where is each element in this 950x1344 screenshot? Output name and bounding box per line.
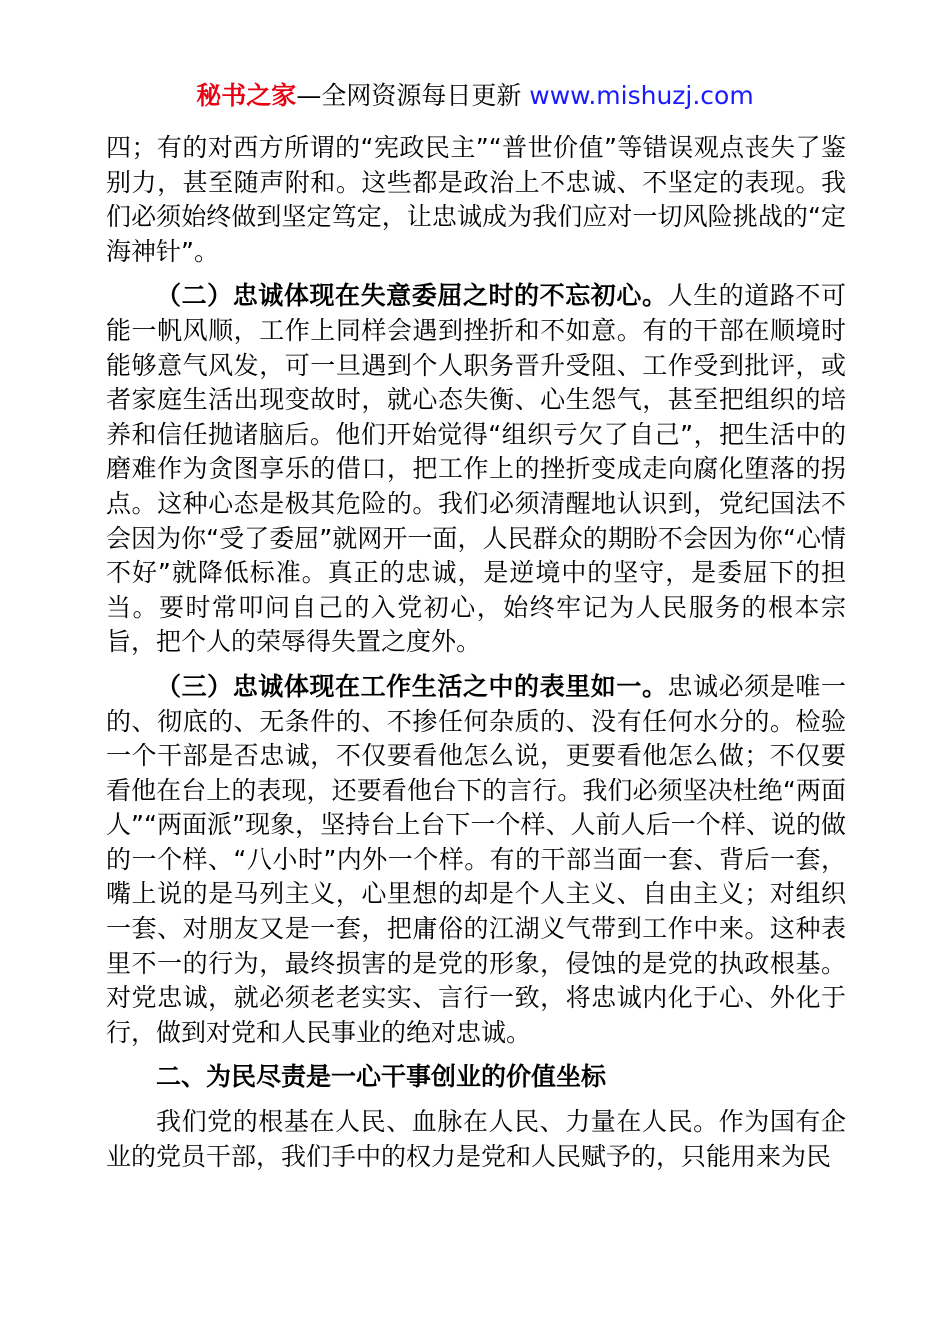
paragraph-serve-people: 我们党的根基在人民、血脉在人民、力量在人民。作为国有企业的党员干部，我们手中的权力是党和人民赋予的，只能用来为民 xyxy=(106,1107,846,1171)
paragraph-loyalty-consistency xyxy=(106,670,846,1051)
subsection-title: （二）忠诚体现在失意委屈之时的不忘初心。 xyxy=(156,281,668,311)
document-body xyxy=(106,131,846,1184)
site-url-link[interactable]: www.mishuzj.com xyxy=(529,81,754,110)
subsection-title: （三）忠诚体现在工作生活之中的表里如一。 xyxy=(156,671,668,701)
section-heading: 二、为民尽责是一心干事创业的价值坐标 xyxy=(156,1062,607,1092)
paragraph-text: 忠诚必须是唯一的、彻底的、无条件的、不掺任何杂质的、没有任何水分的。检验一个干部是否忠诚，不仅要看他怎么说，更要看他怎么做；不仅要看他在台上的表现，还要看他台下的言行。我们必须坚决杜绝“两面人”“两面派”现象，坚持台上台下一个样、人前人后一个样、说的做的一个样、“八小时”内外一个样。有的干部当面一套、背后一套，嘴上说的是马列主义，心里想的却是个人主义、自由主义；对组织一套、对朋友又是一套，把庸俗的江湖义气带到工作中来。这种表里不一的行为，最终损害的是党的形象，侵蚀的是党的执政根基。对党忠诚，就必须老老实实、言行一致，将忠诚内化于心、外化于行，做到对党和人民事业的绝对忠诚。 xyxy=(106,671,846,1047)
brand-name: 秘书之家 xyxy=(196,81,297,110)
paragraph-loyalty-original-aspiration xyxy=(106,279,846,660)
page-header xyxy=(0,78,950,114)
paragraph-continued: 四；有的对西方所谓的“宪政民主”“普世价值”等错误观点丧失了鉴别力，甚至随声附和。这些都是政治上不忠诚、不坚定的表现。我们必须始终做到坚定笃定，让忠诚成为我们应对一切风险挑战的“定海神针”。 xyxy=(106,133,846,266)
paragraph-text: 人生的道路不可能一帆风顺，工作上同样会遇到挫折和不如意。有的干部在顺境时能够意气风发，可一旦遇到个人职务晋升受阻、工作受到批评，或者家庭生活出现变故时，就心态失衡、心生怨气，甚至把组织的培养和信任抛诸脑后。他们开始觉得“组织亏欠了自己”，把生活中的磨难作为贪图享乐的借口，把工作上的挫折变成走向腐化堕落的拐点。这种心态是极其危险的。我们必须清醒地认识到，党纪国法不会因为你“受了委屈”就网开一面，人民群众的期盼不会因为你“心情不好”就降低标准。真正的忠诚，是逆境中的坚守，是委屈下的担当。要时常叩问自己的入党初心，始终牢记为人民服务的根本宗旨，把个人的荣辱得失置之度外。 xyxy=(106,281,846,657)
header-tagline: —全网资源每日更新 xyxy=(296,81,522,110)
